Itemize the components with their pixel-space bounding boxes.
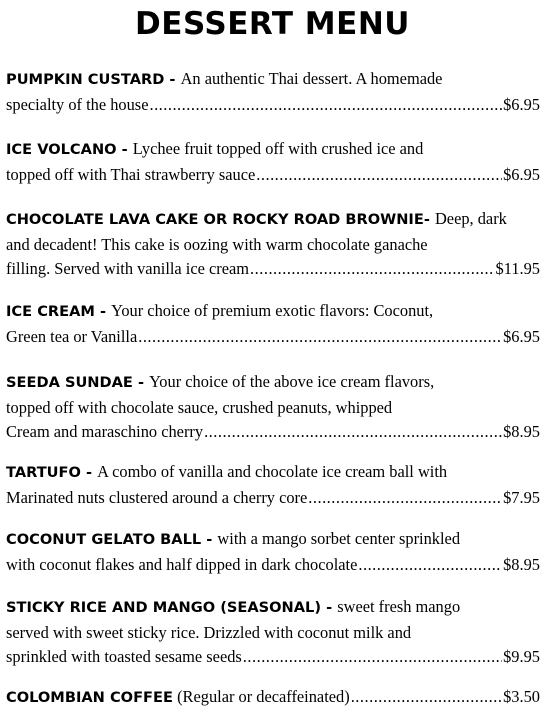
dot-leader bbox=[358, 553, 502, 578]
item-name: STICKY RICE AND MANGO (SEASONAL) bbox=[6, 599, 322, 616]
item-price: $3.50 bbox=[503, 687, 540, 706]
item-price: $7.95 bbox=[503, 487, 540, 507]
menu-item-tartufo bbox=[6, 460, 540, 510]
item-name: SEEDA SUNDAE bbox=[6, 374, 133, 391]
menu-item-pumpkin-custard bbox=[6, 67, 540, 117]
item-description: Deep, dark bbox=[434, 209, 507, 228]
menu-item-chocolate-lava-cake bbox=[6, 207, 540, 282]
item-price: $6.95 bbox=[503, 164, 540, 184]
item-description-line: topped off with chocolate sauce, crushed peanuts, whipped bbox=[6, 397, 393, 417]
dot-leader bbox=[204, 420, 502, 445]
dot-leader bbox=[308, 486, 502, 511]
dot-leader bbox=[256, 163, 502, 188]
dot-leader bbox=[351, 685, 502, 710]
item-description-last: sprinkled with toasted sesame seeds bbox=[6, 647, 242, 666]
dot-leader bbox=[243, 645, 502, 670]
dot-leader bbox=[250, 257, 494, 282]
item-description: A combo of vanilla and chocolate ice cream ball with bbox=[97, 462, 448, 481]
item-separator: - bbox=[423, 211, 435, 228]
item-description: An authentic Thai dessert. A homemade bbox=[180, 69, 443, 88]
item-name: ICE CREAM bbox=[6, 303, 95, 320]
item-description-line: served with sweet sticky rice. Drizzled with coconut milk and bbox=[6, 622, 412, 642]
item-name: COLOMBIAN COFFEE bbox=[6, 689, 173, 706]
menu-item-colombian-coffee bbox=[6, 685, 540, 711]
item-description: Lychee fruit topped off with crushed ice and bbox=[132, 139, 424, 158]
item-separator: - bbox=[321, 599, 338, 616]
item-separator: - bbox=[164, 71, 181, 88]
menu-item-sticky-rice-and-mango bbox=[6, 595, 540, 670]
item-description-last: filling. Served with vanilla ice cream bbox=[6, 259, 250, 278]
item-description: Your choice of premium exotic flavors: Coconut, bbox=[111, 301, 434, 320]
item-description-last: topped off with Thai strawberry sauce bbox=[6, 164, 256, 184]
menu-title: DESSERT MENU bbox=[135, 6, 410, 42]
item-separator: - bbox=[116, 141, 133, 158]
item-description: with a mango sorbet center sprinkled bbox=[217, 529, 461, 548]
item-description-last: specialty of the house bbox=[6, 94, 149, 114]
item-separator: - bbox=[80, 464, 98, 481]
item-separator: - bbox=[94, 303, 112, 320]
item-name: COCONUT GELATO BALL bbox=[6, 531, 202, 548]
item-name: PUMPKIN CUSTARD bbox=[6, 71, 165, 88]
item-name: CHOCOLATE LAVA CAKE OR ROCKY ROAD BROWNIE bbox=[6, 211, 424, 228]
item-description-last: Green tea or Vanilla bbox=[6, 326, 138, 346]
item-price: $6.95 bbox=[503, 326, 540, 346]
dot-leader bbox=[138, 325, 502, 350]
item-price: $6.95 bbox=[503, 94, 540, 114]
menu-item-ice-cream bbox=[6, 299, 540, 349]
item-description-last: Marinated nuts clustered around a cherry core bbox=[6, 487, 308, 507]
item-description-line: and decadent! This cake is oozing with warm chocolate ganache bbox=[6, 234, 428, 254]
item-separator: - bbox=[132, 374, 150, 391]
menu-item-seeda-sundae bbox=[6, 370, 540, 445]
item-description: sweet fresh mango bbox=[337, 597, 461, 616]
item-separator: - bbox=[201, 531, 218, 548]
item-price: $8.95 bbox=[503, 554, 540, 574]
menu-item-ice-volcano bbox=[6, 137, 540, 187]
item-description-last: (Regular or decaffeinated) bbox=[177, 687, 350, 706]
item-name: ICE VOLCANO bbox=[6, 141, 117, 158]
item-name: TARTUFO bbox=[6, 464, 81, 481]
item-description-last: with coconut flakes and half dipped in dark chocolate bbox=[6, 554, 358, 574]
item-price: $9.95 bbox=[503, 647, 540, 666]
item-description: Your choice of the above ice cream flavors, bbox=[149, 372, 435, 391]
menu-item-coconut-gelato-ball bbox=[6, 527, 540, 577]
item-price: $8.95 bbox=[503, 422, 540, 441]
dot-leader bbox=[149, 93, 502, 118]
item-price: $11.95 bbox=[495, 259, 540, 278]
item-description-last: Cream and maraschino cherry bbox=[6, 422, 204, 441]
